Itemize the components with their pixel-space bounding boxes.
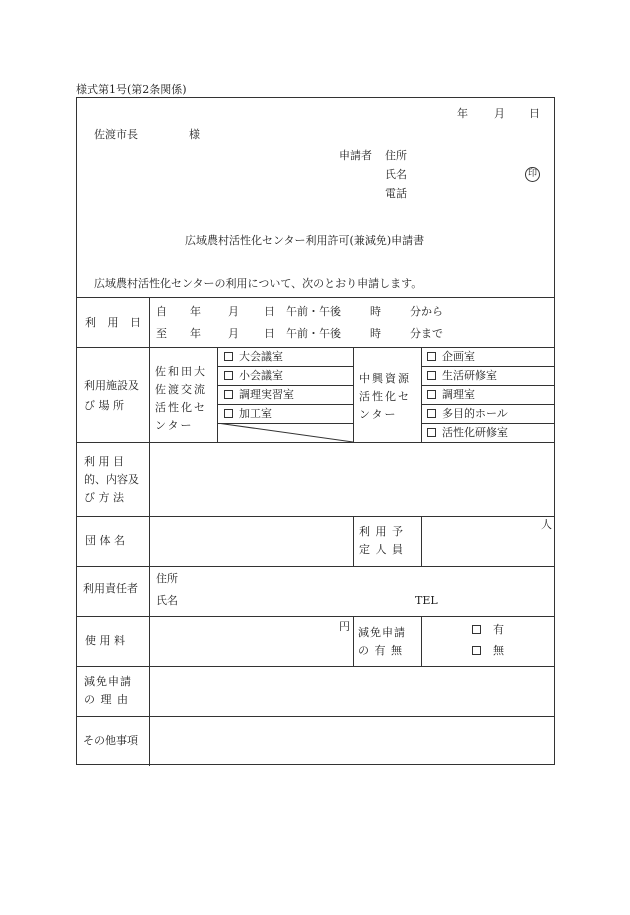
checkbox-icon <box>427 390 436 399</box>
checkbox-icon <box>427 428 436 437</box>
facility-label: 利用施設及 び 場 所 <box>84 379 139 412</box>
addressee-honorific: 様 <box>189 128 200 141</box>
period-from-ampm: 午前・午後 <box>286 305 341 318</box>
fee-unit: 円 <box>339 620 350 633</box>
room-small-conference[interactable]: 小会議室 <box>224 369 283 383</box>
period-from-year: 年 <box>190 305 201 318</box>
seal-mark-icon: 印 <box>525 167 540 182</box>
other-label: その他事項 <box>83 734 138 747</box>
center2-name: 中興資源 活性化セ ンター <box>359 372 411 421</box>
room-planning[interactable]: 企画室 <box>427 350 475 364</box>
form-title: 広域農村活性化センター利用許可(兼減免)申請書 <box>185 234 425 247</box>
reduction-no-option[interactable]: 無 <box>472 644 504 658</box>
addressee-name: 佐渡市長 <box>94 128 138 141</box>
group-name-field[interactable] <box>151 518 351 564</box>
other-field[interactable] <box>151 718 553 764</box>
period-to-ampm: 午前・午後 <box>286 327 341 340</box>
purpose-label: 利 用 目 的、内容及 び 方 法 <box>84 455 139 504</box>
period-from-hour: 時 <box>370 305 381 318</box>
date-year: 年 <box>457 107 468 120</box>
manager-address-label: 住所 <box>156 572 178 585</box>
manager-label: 利用責任者 <box>83 582 138 595</box>
center1-name: 佐和田大 佐渡交流 活性化セ ンター <box>155 365 207 432</box>
fee-field[interactable] <box>151 618 336 664</box>
form-code: 様式第1号(第2条関係) <box>76 83 187 96</box>
checkbox-icon <box>427 371 436 380</box>
reason-label: 減免申請 の 理 由 <box>84 675 132 706</box>
checkbox-icon <box>427 409 436 418</box>
checkbox-icon <box>224 409 233 418</box>
purpose-field[interactable] <box>151 444 553 514</box>
period-from-minute: 分から <box>410 305 443 318</box>
empty-cell-diagonal <box>217 423 353 442</box>
room-cooking-practice[interactable]: 調理実習室 <box>224 388 294 402</box>
checkbox-icon <box>472 646 481 655</box>
room-large-conference[interactable]: 大会議室 <box>224 350 283 364</box>
intro-text: 広域農村活性化センターの利用について、次のとおり申請します。 <box>94 277 423 290</box>
manager-tel-label: TEL <box>415 594 438 607</box>
reason-field[interactable] <box>151 668 553 714</box>
room-multipurpose-hall[interactable]: 多目的ホール <box>427 407 508 421</box>
group-label: 団 体 名 <box>85 534 125 547</box>
fee-label: 使 用 料 <box>85 634 125 647</box>
checkbox-icon <box>224 390 233 399</box>
people-unit: 人 <box>541 518 552 531</box>
room-activation-training[interactable]: 活性化研修室 <box>427 426 508 440</box>
people-label: 利 用 予 定 人 員 <box>359 525 404 556</box>
date-day: 日 <box>529 107 540 120</box>
room-kitchen[interactable]: 調理室 <box>427 388 475 402</box>
checkbox-icon <box>472 625 481 634</box>
applicant-label: 申請者 <box>339 149 372 162</box>
period-to-minute: 分まで <box>410 327 443 340</box>
reduction-yes-option[interactable]: 有 <box>472 623 504 637</box>
people-count-field[interactable] <box>423 534 533 564</box>
checkbox-icon <box>224 352 233 361</box>
period-to-hour: 時 <box>370 327 381 340</box>
applicant-name-label: 氏名 <box>385 168 407 181</box>
period-to-month: 月 <box>228 327 239 340</box>
room-processing[interactable]: 加工室 <box>224 407 272 421</box>
applicant-address-label: 住所 <box>385 149 407 162</box>
application-form <box>76 97 555 765</box>
period-from: 自 <box>156 305 167 318</box>
reduction-label: 減免申請 の 有 無 <box>358 626 406 657</box>
period-to: 至 <box>156 327 167 340</box>
date-month: 月 <box>494 107 505 120</box>
period-to-year: 年 <box>190 327 201 340</box>
period-from-day: 日 <box>264 305 275 318</box>
period-from-month: 月 <box>228 305 239 318</box>
checkbox-icon <box>427 352 436 361</box>
checkbox-icon <box>224 371 233 380</box>
applicant-phone-label: 電話 <box>385 187 407 200</box>
room-life-training[interactable]: 生活研修室 <box>427 369 497 383</box>
period-to-day: 日 <box>264 327 275 340</box>
period-label: 利 用 日 <box>85 316 141 329</box>
manager-name-label: 氏名 <box>156 594 178 607</box>
